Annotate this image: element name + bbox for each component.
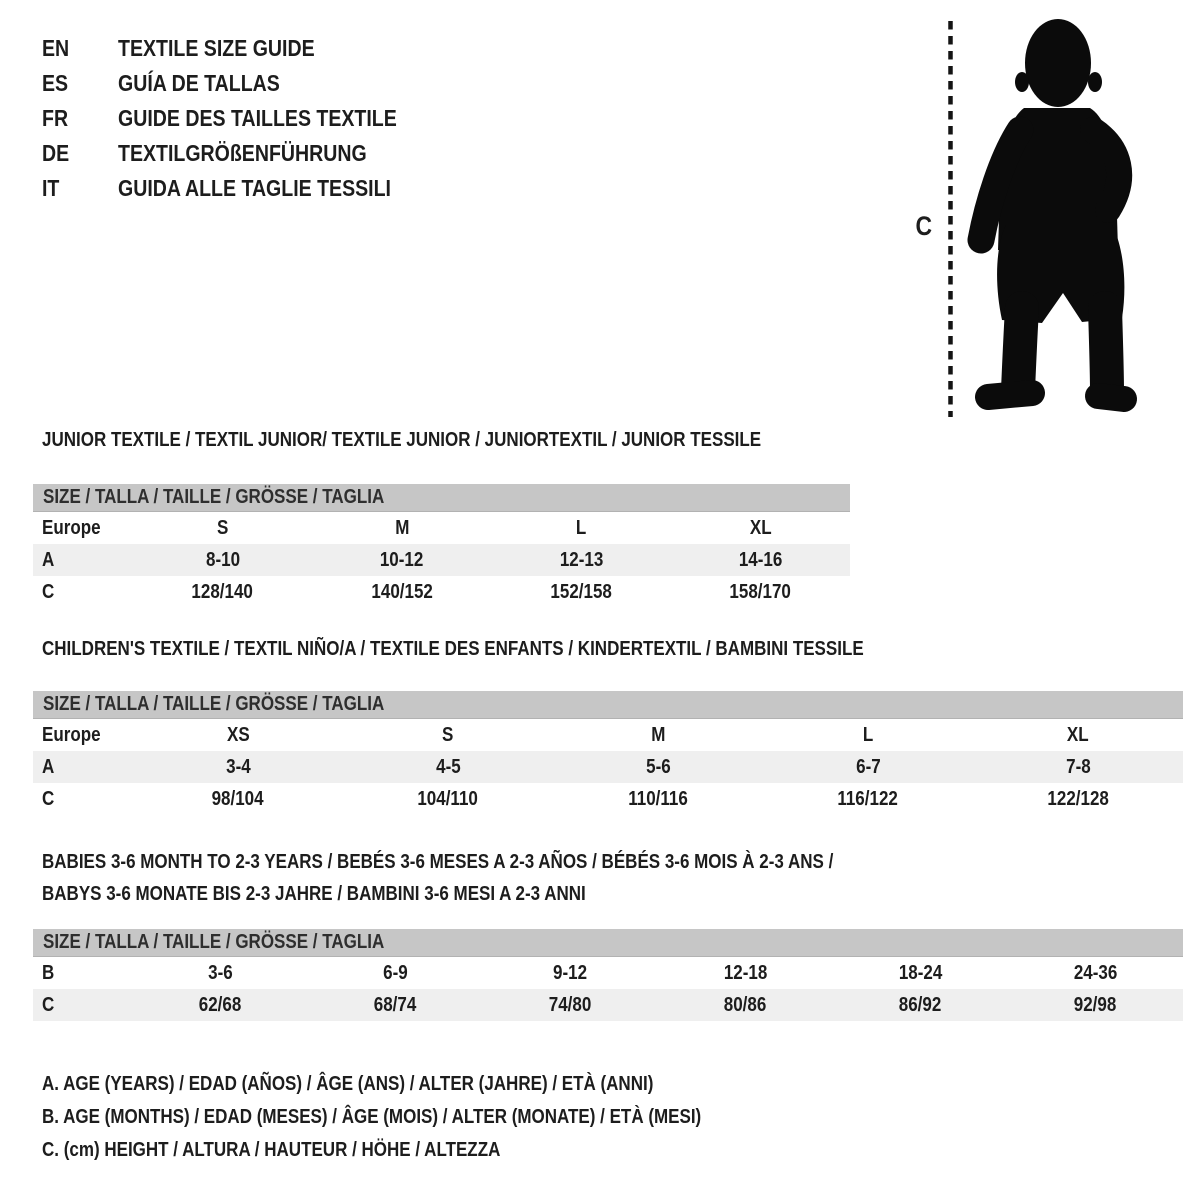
table-cell: 110/116 (628, 787, 688, 810)
table-cell: 74/80 (549, 993, 592, 1016)
table-cell: 18-24 (898, 961, 943, 984)
table-cell: 86/92 (899, 993, 942, 1016)
lang-title-fr: GUIDE DES TAILLES TEXTILE (118, 105, 397, 131)
babies-table (33, 929, 1183, 1021)
lang-row-de (42, 136, 446, 171)
table-cell: 92/98 (1074, 993, 1117, 1016)
table-cell: 3-6 (208, 961, 233, 984)
table-cell: 7-8 (1065, 755, 1091, 778)
lang-code-en: EN (42, 35, 70, 61)
children-row-europe (33, 719, 1183, 751)
lang-title-es: GUÍA DE TALLAS (118, 70, 280, 96)
lang-title-it: GUIDA ALLE TAGLIE TESSILI (118, 175, 391, 201)
row-label: C (42, 787, 55, 810)
table-cell: 14-16 (738, 548, 783, 571)
row-label: A (42, 548, 55, 571)
babies-title-line2: BABYS 3-6 MONATE BIS 2-3 JAHRE / BAMBINI 3-6 MESI A 2-3 ANNI (42, 883, 586, 905)
table-cell: 122/128 (1047, 787, 1109, 810)
table-cell: L (575, 516, 587, 539)
lang-title-en: TEXTILE SIZE GUIDE (118, 35, 315, 61)
table-cell: 104/110 (417, 787, 479, 810)
table-cell: 6-9 (383, 961, 408, 984)
table-cell: 9-12 (553, 961, 588, 984)
children-section-title: CHILDREN'S TEXTILE / TEXTIL NIÑO/A / TEXTILE DES ENFANTS / KINDERTEXTIL / BAMBINI TESSILE (42, 638, 864, 660)
row-label: C (42, 580, 55, 603)
table-cell: M (650, 723, 666, 746)
table-cell: 68/74 (374, 993, 417, 1016)
lang-code-fr: FR (42, 105, 69, 131)
table-cell: L (862, 723, 874, 746)
row-label: B (42, 961, 55, 984)
silhouette-foot-right (1098, 396, 1124, 399)
table-cell: 152/158 (550, 580, 612, 603)
junior-size-header-bar: SIZE / TALLA / TAILLE / GRÖSSE / TAGLIA (33, 484, 850, 512)
silhouette-leg-left (1018, 308, 1022, 390)
children-table (33, 691, 1183, 815)
table-cell: 128/140 (191, 580, 254, 603)
lang-row-es (42, 66, 446, 101)
babies-size-header-bar: SIZE / TALLA / TAILLE / GRÖSSE / TAGLIA (33, 929, 1183, 957)
legend-line-b: B. AGE (MONTHS) / EDAD (MESES) / ÂGE (MOIS) / ALTER (MONATE) / ETÀ (MESI) (42, 1106, 702, 1128)
table-cell: 12-13 (559, 548, 603, 571)
table-cell: 12-18 (723, 961, 768, 984)
lang-row-it (42, 171, 446, 206)
table-cell: 8-10 (205, 548, 240, 571)
legend-line-c: C. (cm) HEIGHT / ALTURA / HAUTEUR / HÖHE / ALTEZZA (42, 1139, 501, 1161)
table-cell: M (394, 516, 409, 539)
lang-code-es: ES (42, 70, 69, 96)
table-cell: S (216, 516, 229, 539)
junior-section-title: JUNIOR TEXTILE / TEXTIL JUNIOR/ TEXTILE JUNIOR / JUNIORTEXTIL / JUNIOR TESSILE (42, 429, 762, 451)
children-row-height (33, 783, 1183, 815)
table-cell: 62/68 (199, 993, 242, 1016)
babies-title-line1: BABIES 3-6 MONTH TO 2-3 YEARS / BEBÉS 3-6 MESES A 2-3 AÑOS / BÉBÉS 3-6 MOIS À 2-3 ANS / (42, 851, 834, 873)
row-label: Europe (42, 723, 101, 746)
row-label: C (42, 993, 55, 1016)
children-row-age-years (33, 751, 1183, 783)
lang-code-de: DE (42, 140, 70, 166)
lang-row-fr (42, 101, 446, 136)
junior-row-age-years (33, 544, 850, 576)
lang-row-en (42, 31, 446, 66)
table-cell: 3-4 (225, 755, 251, 778)
table-cell: 158/170 (729, 580, 792, 603)
table-cell: XS (226, 723, 250, 746)
table-cell: 98/104 (211, 787, 264, 810)
lang-code-it: IT (42, 175, 60, 201)
lang-title-de: TEXTILGRÖßENFÜHRUNG (118, 140, 367, 166)
table-cell: S (442, 723, 454, 746)
row-label: Europe (42, 516, 101, 539)
row-label: A (42, 755, 55, 778)
silhouette-foot-left (988, 393, 1032, 397)
height-dashed-line (947, 19, 954, 419)
table-cell: 24-36 (1073, 961, 1118, 984)
silhouette-ear-left (1015, 72, 1029, 92)
babies-row-height (33, 989, 1183, 1021)
silhouette-head (1025, 19, 1091, 107)
junior-row-height (33, 576, 850, 608)
table-cell: 80/86 (724, 993, 767, 1016)
silhouette-leg-right (1105, 308, 1107, 392)
language-title-block (42, 31, 446, 206)
legend-line-a: A. AGE (YEARS) / EDAD (AÑOS) / ÂGE (ANS) / ALTER (JAHRE) / ETÀ (ANNI) (42, 1073, 654, 1095)
table-cell: 116/122 (837, 787, 899, 810)
table-cell: 4-5 (435, 755, 461, 778)
table-cell: 10-12 (380, 548, 424, 571)
children-size-header-bar: SIZE / TALLA / TAILLE / GRÖSSE / TAGLIA (33, 691, 1183, 719)
legend (42, 1068, 818, 1167)
table-cell: XL (1067, 723, 1089, 746)
babies-section-title (42, 846, 973, 910)
junior-row-europe (33, 512, 850, 544)
table-cell: 6-7 (855, 755, 881, 778)
height-measure-label: C (915, 211, 933, 241)
toddler-silhouette (960, 18, 1140, 418)
table-cell: 5-6 (645, 755, 671, 778)
table-cell: XL (749, 516, 772, 539)
junior-table (33, 484, 850, 608)
table-cell: 140/152 (371, 580, 433, 603)
silhouette-ear-right (1088, 72, 1102, 92)
babies-row-age-months (33, 957, 1183, 989)
